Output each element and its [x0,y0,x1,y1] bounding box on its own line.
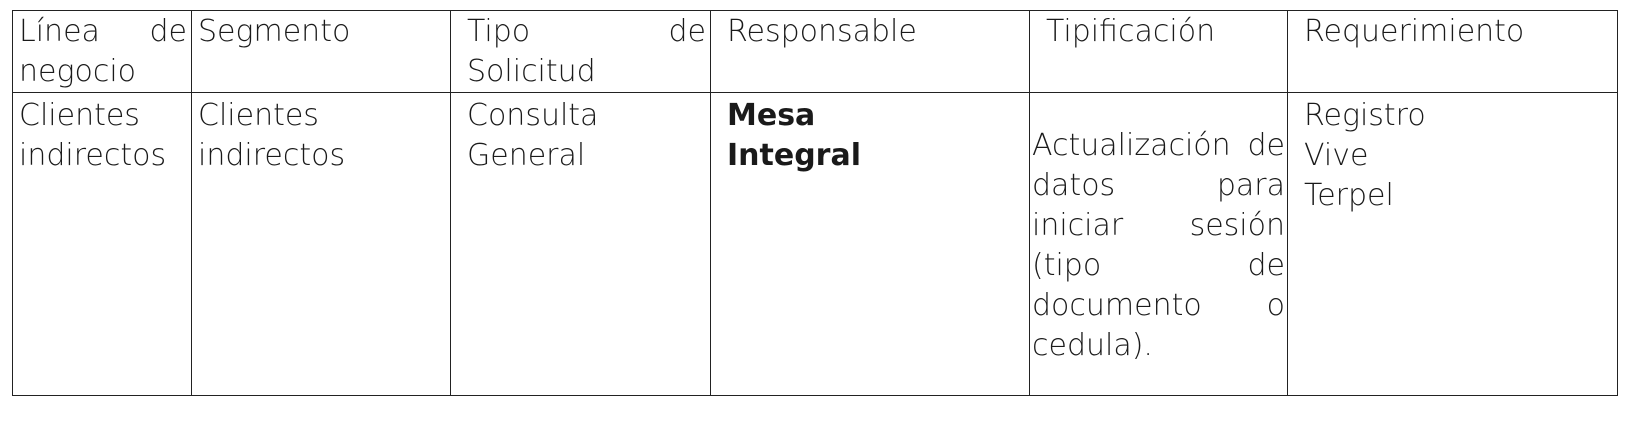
cell-requerimiento [1288,93,1618,396]
header-responsable [711,11,1030,93]
cell-tipificacion-line-6: cedula). [1032,327,1153,363]
cell-tipificacion [1030,93,1288,396]
cell-responsable-line-1: Mesa [727,98,816,133]
cell-linea-de-negocio-line-1: Clientes [19,98,140,133]
cell-linea-de-negocio-line-2: indirectos [19,138,167,173]
header-tipo-de-solicitud [451,11,711,93]
cell-tipo-de-solicitud-line-2: General [467,138,586,173]
header-tipificacion [1030,11,1288,93]
header-linea-de-negocio-line-1: Línea de [19,14,187,49]
header-linea-de-negocio-line-2: negocio [19,54,137,89]
table-row [13,93,1618,396]
cell-responsable [711,93,1030,396]
header-segmento-text: Segmento [198,14,351,49]
cell-responsable-line-2: Integral [727,138,862,173]
cell-tipo-de-solicitud-line-1: Consulta [467,98,599,133]
cell-segmento-line-2: indirectos [198,138,346,173]
cell-segmento [192,93,451,396]
cell-requerimiento-line-1: Registro [1304,98,1426,133]
table-header-row [13,11,1618,93]
header-segmento [192,11,451,93]
cell-tipificacion-line-1: Actualización de [1032,127,1285,163]
header-linea-de-negocio [13,11,192,93]
header-tipificacion-text: Tipificación [1046,14,1216,49]
cell-tipificacion-line-5: documento o [1032,287,1285,323]
header-tipo-de-solicitud-line-2: Solicitud [467,54,596,89]
cell-requerimiento-line-3: Terpel [1304,178,1394,213]
header-requerimiento [1288,11,1618,93]
document-table [12,10,1618,396]
cell-tipificacion-line-4: (tipo de [1032,247,1285,283]
cell-requerimiento-line-2: Vive [1304,138,1369,173]
cell-tipificacion-line-2: datos para [1032,167,1285,203]
header-requerimiento-text: Requerimiento [1304,14,1525,49]
header-responsable-text: Responsable [727,14,917,49]
cell-segmento-line-1: Clientes [198,98,319,133]
cell-tipo-de-solicitud [451,93,711,396]
header-tipo-de-solicitud-line-1: Tipo de [467,14,706,49]
cell-tipificacion-line-3: iniciar sesión [1032,207,1285,243]
cell-linea-de-negocio [13,93,192,396]
